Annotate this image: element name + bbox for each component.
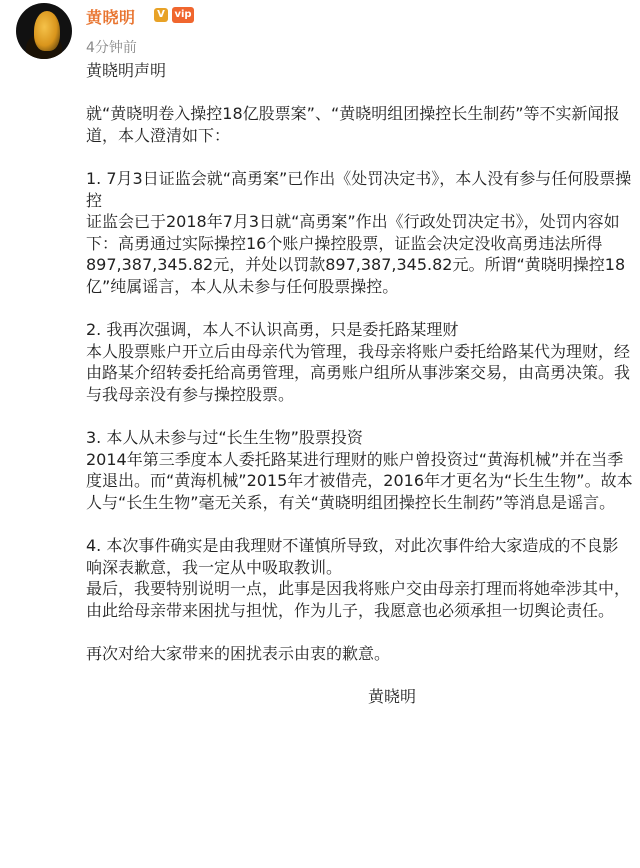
point-3-body: 2014年第三季度本人委托路某进行理财的账户曾投资过“黄海机械”并在当季度退出。而“黄海机械”2015年才被借壳，2016年才更名为“长生生物”。故本人与“长生生物”毫无关系，有关“黄晓明组团操控长生制药”等消息是谣言。: [86, 449, 633, 512]
vip-badge-icon: vip: [172, 7, 194, 23]
signature: 黄晓明: [368, 687, 417, 707]
username-link[interactable]: 黄晓明: [86, 8, 136, 27]
point-2-body: 本人股票账户开立后由母亲代为管理，我母亲将账户委托给路某代为理财，经由路某介绍转委托给高勇管理，高勇账户组所从事涉案交易，由高勇决策。我与我母亲没有参与操控股票。: [86, 341, 631, 404]
verified-icon: V: [154, 8, 168, 22]
point-4-body: 最后，我要特别说明一点，此事是因我将账户交由母亲打理而将她牵涉其中，由此给母亲带来困扰与担忧，作为儿子，我愿意也必须承担一切舆论责任。: [86, 579, 631, 620]
avatar[interactable]: [16, 3, 72, 59]
point-3-heading: 3. 本人从未参与过“长生生物”股票投资: [86, 428, 363, 448]
post-timestamp[interactable]: 4分钟前: [86, 40, 137, 56]
statement-intro: 就“黄晓明卷入操控18亿股票案”、“黄晓明组团操控长生制药”等不实新闻报道，本人澄清如下：: [86, 104, 620, 145]
post-body: [86, 60, 634, 708]
point-1-heading: 1. 7月3日证监会就“高勇案”已作出《处罚决定书》，本人没有参与任何股票操控: [86, 168, 632, 210]
avatar-highlight: [34, 11, 60, 51]
point-4-heading: 4. 本次事件确实是由我理财不谨慎所导致，对此次事件给大家造成的不良影响深表歉意，我一定从中吸取教训。: [86, 536, 619, 577]
point-2-heading: 2. 我再次强调，本人不认识高勇，只是委托路某理财: [86, 320, 459, 340]
point-1-body: 证监会已于2018年7月3日就“高勇案”作出《行政处罚决定书》，处罚内容如下：高勇通过实际操控16个账户操控股票，证监会决定没收高勇违法所得897,387,345.82元，并处以罚款897,387,345.82元。所谓“黄晓明操控18亿”纯属谣言，本人从未参与任何股票操控。: [86, 212, 626, 296]
post-header: [0, 0, 640, 62]
statement-title: 黄晓明声明: [86, 61, 167, 80]
closing-apology: 再次对给大家带来的困扰表示由衷的歉意。: [86, 644, 391, 664]
